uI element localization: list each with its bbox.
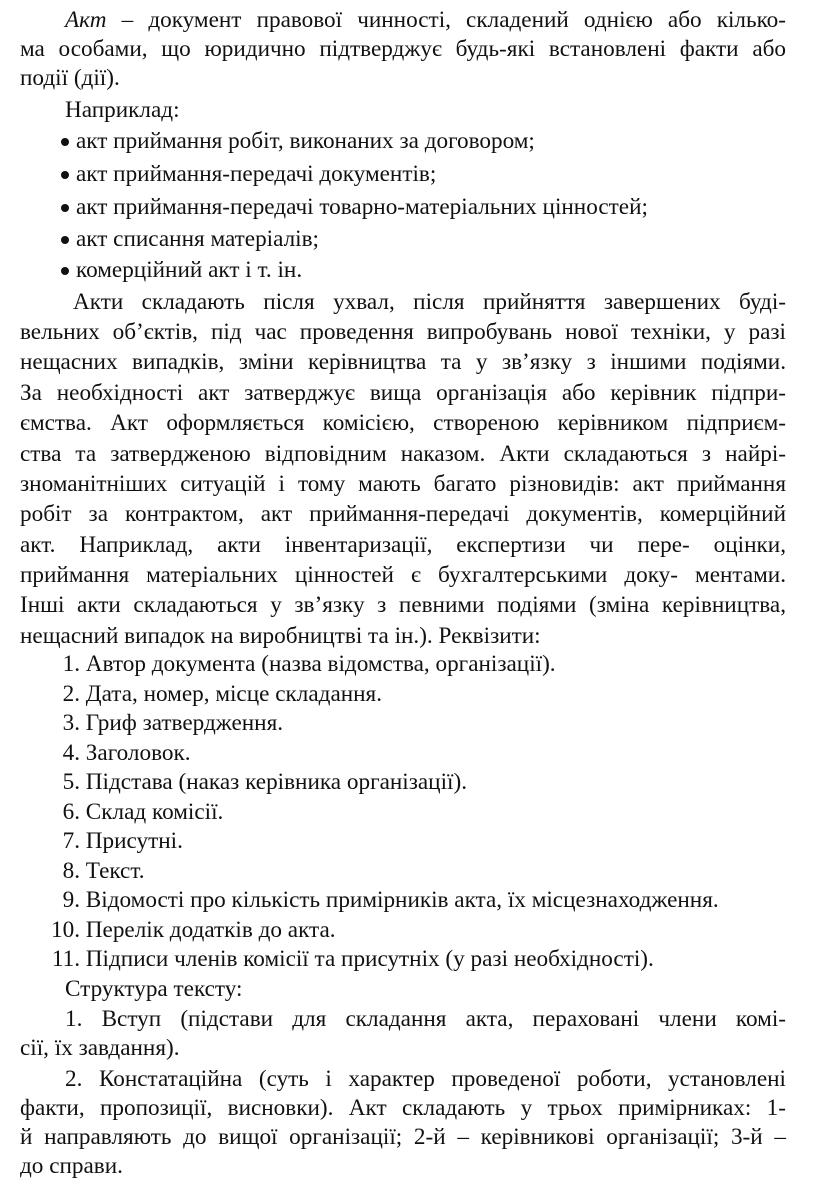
list-item: акт приймання робіт, виконаних за договором;: [0, 127, 816, 156]
list-item: акт приймання-передачі документів;: [0, 160, 816, 189]
paragraph-line: приймання матеріальних цінностей є бухгалтерськими доку- ментами.: [20, 562, 786, 588]
requisite-item: 2. Дата, номер, місце складання.: [62, 680, 383, 707]
requisite-item: 3. Гриф затвердження.: [62, 710, 284, 736]
definition-term: Акт: [65, 7, 107, 33]
requisite-item: 9. Відомості про кількість примірників акта, їх місцезнаходження.: [62, 887, 719, 913]
requisite-item: 5. Підстава (наказ керівника організації).: [62, 769, 467, 795]
requisite-item: 11. Підписи членів комісії та присутніх (у разі необхідності).: [51, 946, 654, 972]
requisite-item: 6. Склад комісії.: [62, 798, 224, 825]
examples-heading: Наприклад:: [65, 97, 180, 123]
paragraph-line: вельних об’єктів, під час проведення випробувань нової техніки, у разі: [20, 319, 786, 345]
requisite-item: 1. Автор документа (назва відомства, організації).: [62, 651, 556, 677]
bullet-icon: [61, 171, 69, 179]
paragraph-line: Інші акти складаються у зв’язку з певними подіями (зміна керівництва,: [20, 592, 786, 618]
structure-item-1-line-2: сії, їх завдання).: [20, 1035, 180, 1061]
requisite-item: 7. Присутні.: [62, 828, 183, 854]
definition-line-1: Акт – документ правової чинності, складений однією або кілько-: [65, 7, 786, 33]
structure-item-2-line-2: факти, пропозиції, висновки). Акт складають у трьох примірниках: 1-: [20, 1095, 786, 1121]
paragraph-line: акт. Наприклад, акти інвентаризації, експертизи чи пере- оцінки,: [20, 532, 786, 558]
list-item: комерційний акт і т. ін.: [0, 256, 816, 285]
requisite-item: 8. Текст.: [62, 857, 145, 884]
paragraph-line: зноманітніших ситуацій і тому мають багато різновидів: акт приймання: [20, 471, 786, 497]
list-item: акт списання матеріалів;: [0, 225, 816, 254]
requisite-item: 4. Заголовок.: [62, 739, 191, 766]
paragraph-line: ємства. Акт оформляється комісією, створеною керівником підприєм-: [20, 410, 786, 436]
paragraph-line: робіт за контрактом, акт приймання-передачі документів, комерційний: [20, 501, 786, 527]
structure-item-1-line-1: 1. Вступ (підстави для складання акта, пераховані члени комі-: [65, 1006, 786, 1032]
paragraph-line: нещасних випадків, зміни керівництва та у зв’язку з іншими подіями.: [20, 349, 786, 375]
paragraph-line: Акти складають після ухвал, після прийняття завершених буді-: [73, 289, 786, 315]
bullet-icon: [61, 267, 69, 275]
list-item: акт приймання-передачі товарно-матеріальних цінностей;: [0, 193, 816, 222]
paragraph-line: нещасний випадок на виробництві та ін.). Реквізити:: [20, 623, 541, 649]
structure-item-2-line-4: до справи.: [20, 1153, 123, 1179]
definition-line-3: події (дії).: [20, 65, 120, 91]
bullet-icon: [61, 204, 69, 212]
structure-heading: Структура тексту:: [65, 976, 243, 1002]
bullet-icon: [61, 138, 69, 146]
paragraph-line: ства та затвердженою відповідним наказом. Акти складаються з найрі-: [20, 441, 786, 467]
paragraph-line: За необхідності акт затверджує вища організація або керівник підпри-: [20, 380, 786, 406]
bullet-icon: [61, 236, 69, 244]
requisite-item: 10. Перелік додатків до акта.: [51, 916, 336, 943]
structure-item-2-line-1: 2. Констатаційна (суть і характер проведеної роботи, установлені: [65, 1066, 786, 1092]
definition-line-2: ма особами, що юридично підтверджує будь-які встановлені факти або: [20, 36, 786, 62]
structure-item-2-line-3: й направляють до вищої організації; 2-й – керівникові організації; 3-й –: [20, 1124, 786, 1150]
